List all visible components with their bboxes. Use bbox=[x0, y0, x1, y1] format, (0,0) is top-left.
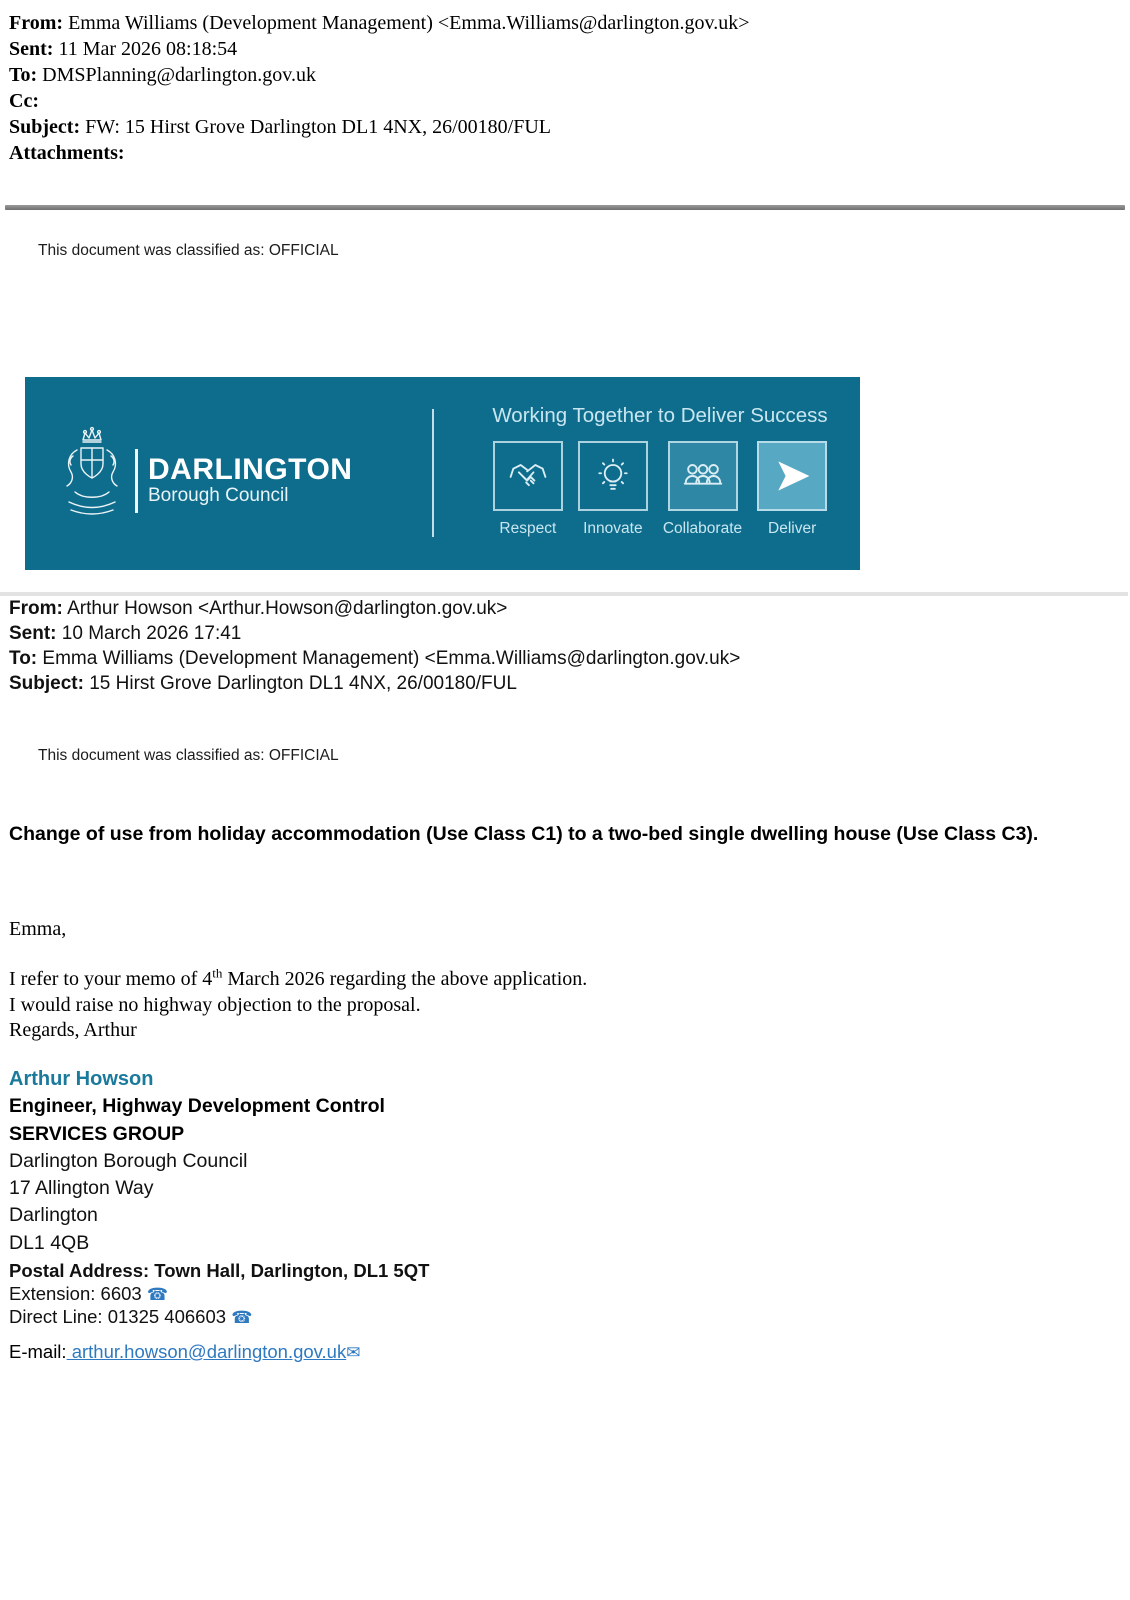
value-innovate bbox=[578, 441, 648, 538]
cc-line bbox=[9, 88, 750, 114]
salutation: Emma, bbox=[9, 918, 67, 940]
banner-tagline: Working Together to Deliver Success bbox=[492, 404, 828, 427]
subject-line bbox=[9, 114, 750, 140]
attachments-label: Attachments: bbox=[9, 142, 125, 164]
signature-direct-line: Direct Line: 01325 406603 ☎ bbox=[9, 1306, 253, 1328]
sent-line bbox=[9, 36, 750, 62]
innovate-label: Innovate bbox=[583, 520, 643, 537]
deliver-label: Deliver bbox=[768, 520, 817, 537]
attachments-line bbox=[9, 140, 750, 166]
from-value: Emma Williams (Development Management) <Emma.Williams@darlington.gov.uk> bbox=[68, 12, 750, 34]
handshake-icon bbox=[506, 454, 550, 498]
collaborate-box bbox=[668, 441, 738, 511]
classification-banner-1: This document was classified as: OFFICIAL bbox=[38, 242, 339, 259]
subject-line bbox=[9, 671, 740, 696]
subject-value: 15 Hirst Grove Darlington DL1 4NX, 26/00180/FUL bbox=[89, 673, 517, 694]
respect-label: Respect bbox=[499, 520, 557, 537]
body-line-1: I refer to your memo of 4th March 2026 regarding the above application. bbox=[9, 965, 588, 990]
sent-label: Sent: bbox=[9, 623, 57, 644]
council-crest-icon bbox=[61, 424, 123, 524]
signature-name: Arthur Howson bbox=[9, 1068, 154, 1090]
signature-postcode: DL1 4QB bbox=[9, 1231, 90, 1254]
value-deliver bbox=[757, 441, 827, 538]
to-label: To: bbox=[9, 64, 38, 86]
email-body bbox=[9, 967, 587, 1044]
signature-postal-address: Postal Address: Town Hall, Darlington, DL1 5QT bbox=[9, 1260, 430, 1282]
value-collaborate bbox=[663, 441, 742, 538]
innovate-box bbox=[578, 441, 648, 511]
sent-line bbox=[9, 621, 740, 646]
council-logo bbox=[25, 424, 430, 524]
council-banner bbox=[25, 377, 860, 570]
deliver-box bbox=[757, 441, 827, 511]
to-line bbox=[9, 646, 740, 671]
people-icon bbox=[680, 453, 726, 499]
council-subtitle: Borough Council bbox=[148, 484, 289, 506]
email-header-original bbox=[9, 596, 740, 696]
signature-group: SERVICES GROUP bbox=[9, 1122, 185, 1145]
signature-block bbox=[9, 1066, 429, 1329]
to-value: DMSPlanning@darlington.gov.uk bbox=[42, 64, 316, 86]
respect-box bbox=[493, 441, 563, 511]
from-line bbox=[9, 596, 740, 621]
telephone-icon: ☎ bbox=[231, 1308, 253, 1328]
signature-email-line bbox=[9, 1341, 360, 1363]
banner-values-section bbox=[460, 377, 860, 570]
subject-value: FW: 15 Hirst Grove Darlington DL1 4NX, 26/00180/FUL bbox=[85, 116, 551, 138]
ordinal-superscript: th bbox=[212, 965, 223, 981]
subject-label: Subject: bbox=[9, 116, 81, 138]
from-label: From: bbox=[9, 12, 64, 34]
signature-extension: Extension: 6603 ☎ bbox=[9, 1283, 169, 1305]
signature-org: Darlington Borough Council bbox=[9, 1149, 248, 1172]
paper-plane-icon bbox=[770, 454, 814, 498]
email-link[interactable]: arthur.howson@darlington.gov.uk bbox=[66, 1341, 347, 1362]
email-label: E-mail: bbox=[9, 1341, 67, 1362]
body-line-2: I would raise no highway objection to the proposal. bbox=[9, 993, 421, 1016]
email-header-forward bbox=[9, 10, 750, 166]
subject-label: Subject: bbox=[9, 673, 84, 694]
from-line bbox=[9, 10, 750, 36]
from-label: From: bbox=[9, 598, 63, 619]
to-label: To: bbox=[9, 648, 38, 669]
signature-address-2: Darlington bbox=[9, 1204, 98, 1227]
header-separator-rule bbox=[5, 205, 1125, 210]
sent-value: 10 March 2026 17:41 bbox=[61, 623, 242, 644]
value-respect bbox=[493, 441, 563, 538]
classification-banner-2: This document was classified as: OFFICIAL bbox=[38, 747, 339, 764]
to-value: Emma Williams (Development Management) <Emma.Williams@darlington.gov.uk> bbox=[42, 648, 741, 669]
signature-title: Engineer, Highway Development Control bbox=[9, 1095, 385, 1118]
sent-value: 11 Mar 2026 08:18:54 bbox=[58, 38, 238, 60]
envelope-icon: ✉ bbox=[346, 1343, 361, 1362]
cc-label: Cc: bbox=[9, 90, 39, 112]
telephone-icon: ☎ bbox=[146, 1285, 169, 1305]
banner-divider bbox=[432, 409, 434, 537]
application-description-heading: Change of use from holiday accommodation (Use Class C1) to a two-bed single dwelling house (Use Class C3). bbox=[9, 823, 1039, 845]
collaborate-label: Collaborate bbox=[662, 520, 743, 537]
from-value: Arthur Howson <Arthur.Howson@darlington.gov.uk> bbox=[67, 598, 508, 619]
council-name: DARLINGTON bbox=[148, 452, 353, 486]
to-line bbox=[9, 62, 750, 88]
sent-label: Sent: bbox=[9, 38, 54, 60]
lightbulb-icon bbox=[591, 454, 635, 498]
logo-divider bbox=[135, 449, 138, 513]
body-line-3: Regards, Arthur bbox=[9, 1019, 137, 1041]
signature-address-1: 17 Allington Way bbox=[9, 1177, 154, 1200]
